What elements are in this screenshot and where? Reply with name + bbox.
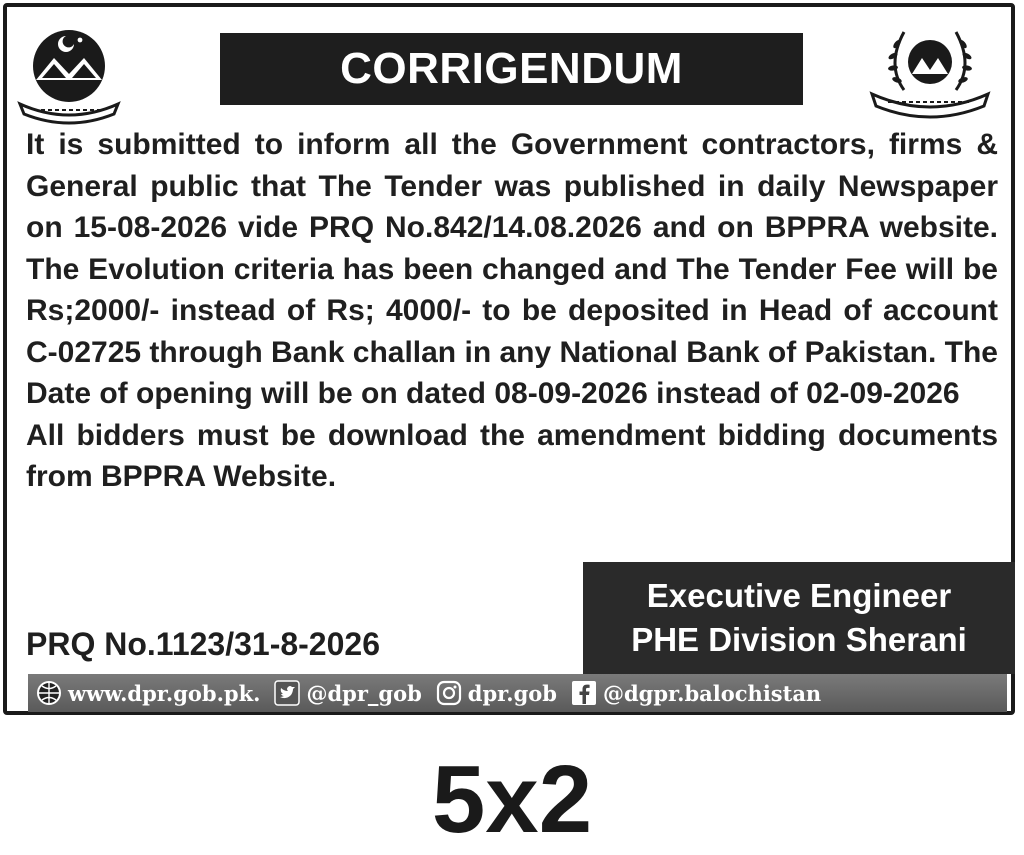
globe-icon	[36, 680, 62, 706]
instagram-handle: dpr.gob	[467, 680, 557, 706]
twitter-link[interactable]	[274, 680, 421, 706]
ad-size-label: 5x2	[431, 746, 593, 853]
twitter-icon	[274, 680, 300, 706]
notice-paragraph: All bidders must be download the amendment bidding documents from BPPRA Website.	[26, 418, 998, 493]
signature-title: Executive Engineer	[646, 577, 952, 614]
balochistan-emblem-left	[14, 18, 124, 126]
facebook-icon	[571, 680, 597, 706]
signature-block	[583, 562, 1015, 674]
website-text: www.dpr.gob.pk.	[68, 680, 261, 706]
dgpr-emblem-right	[864, 20, 996, 120]
prq-reference: PRQ No.1123/31-8-2026	[26, 626, 380, 662]
website-link[interactable]	[36, 680, 260, 706]
footer-social-bar	[28, 674, 1007, 712]
instagram-link[interactable]	[436, 680, 557, 706]
notice-paragraph: It is submitted to inform all the Government contractors, firms & General public that The Tender was published in daily Newspaper on 15-08-2026 vide PRQ No.842/14.08.2026 and on BPPRA website. The Evolution criteria has been changed and The Tender Fee will be Rs;2000/- instead of Rs; 4000/- to be deposited in Head of account C-02725 through Bank challan in any National Bank of Pakistan. The Date of opening will be on dated 08-09-2026 instead of 02-09-2026	[26, 128, 998, 410]
facebook-link[interactable]	[571, 680, 821, 706]
instagram-icon	[436, 680, 462, 706]
facebook-handle: @dgpr.balochistan	[603, 680, 822, 706]
twitter-handle: @dpr_gob	[306, 680, 422, 706]
notice-body	[26, 124, 998, 498]
page-title: CORRIGENDUM	[220, 33, 803, 105]
signature-office: PHE Division Sherani	[631, 621, 967, 658]
